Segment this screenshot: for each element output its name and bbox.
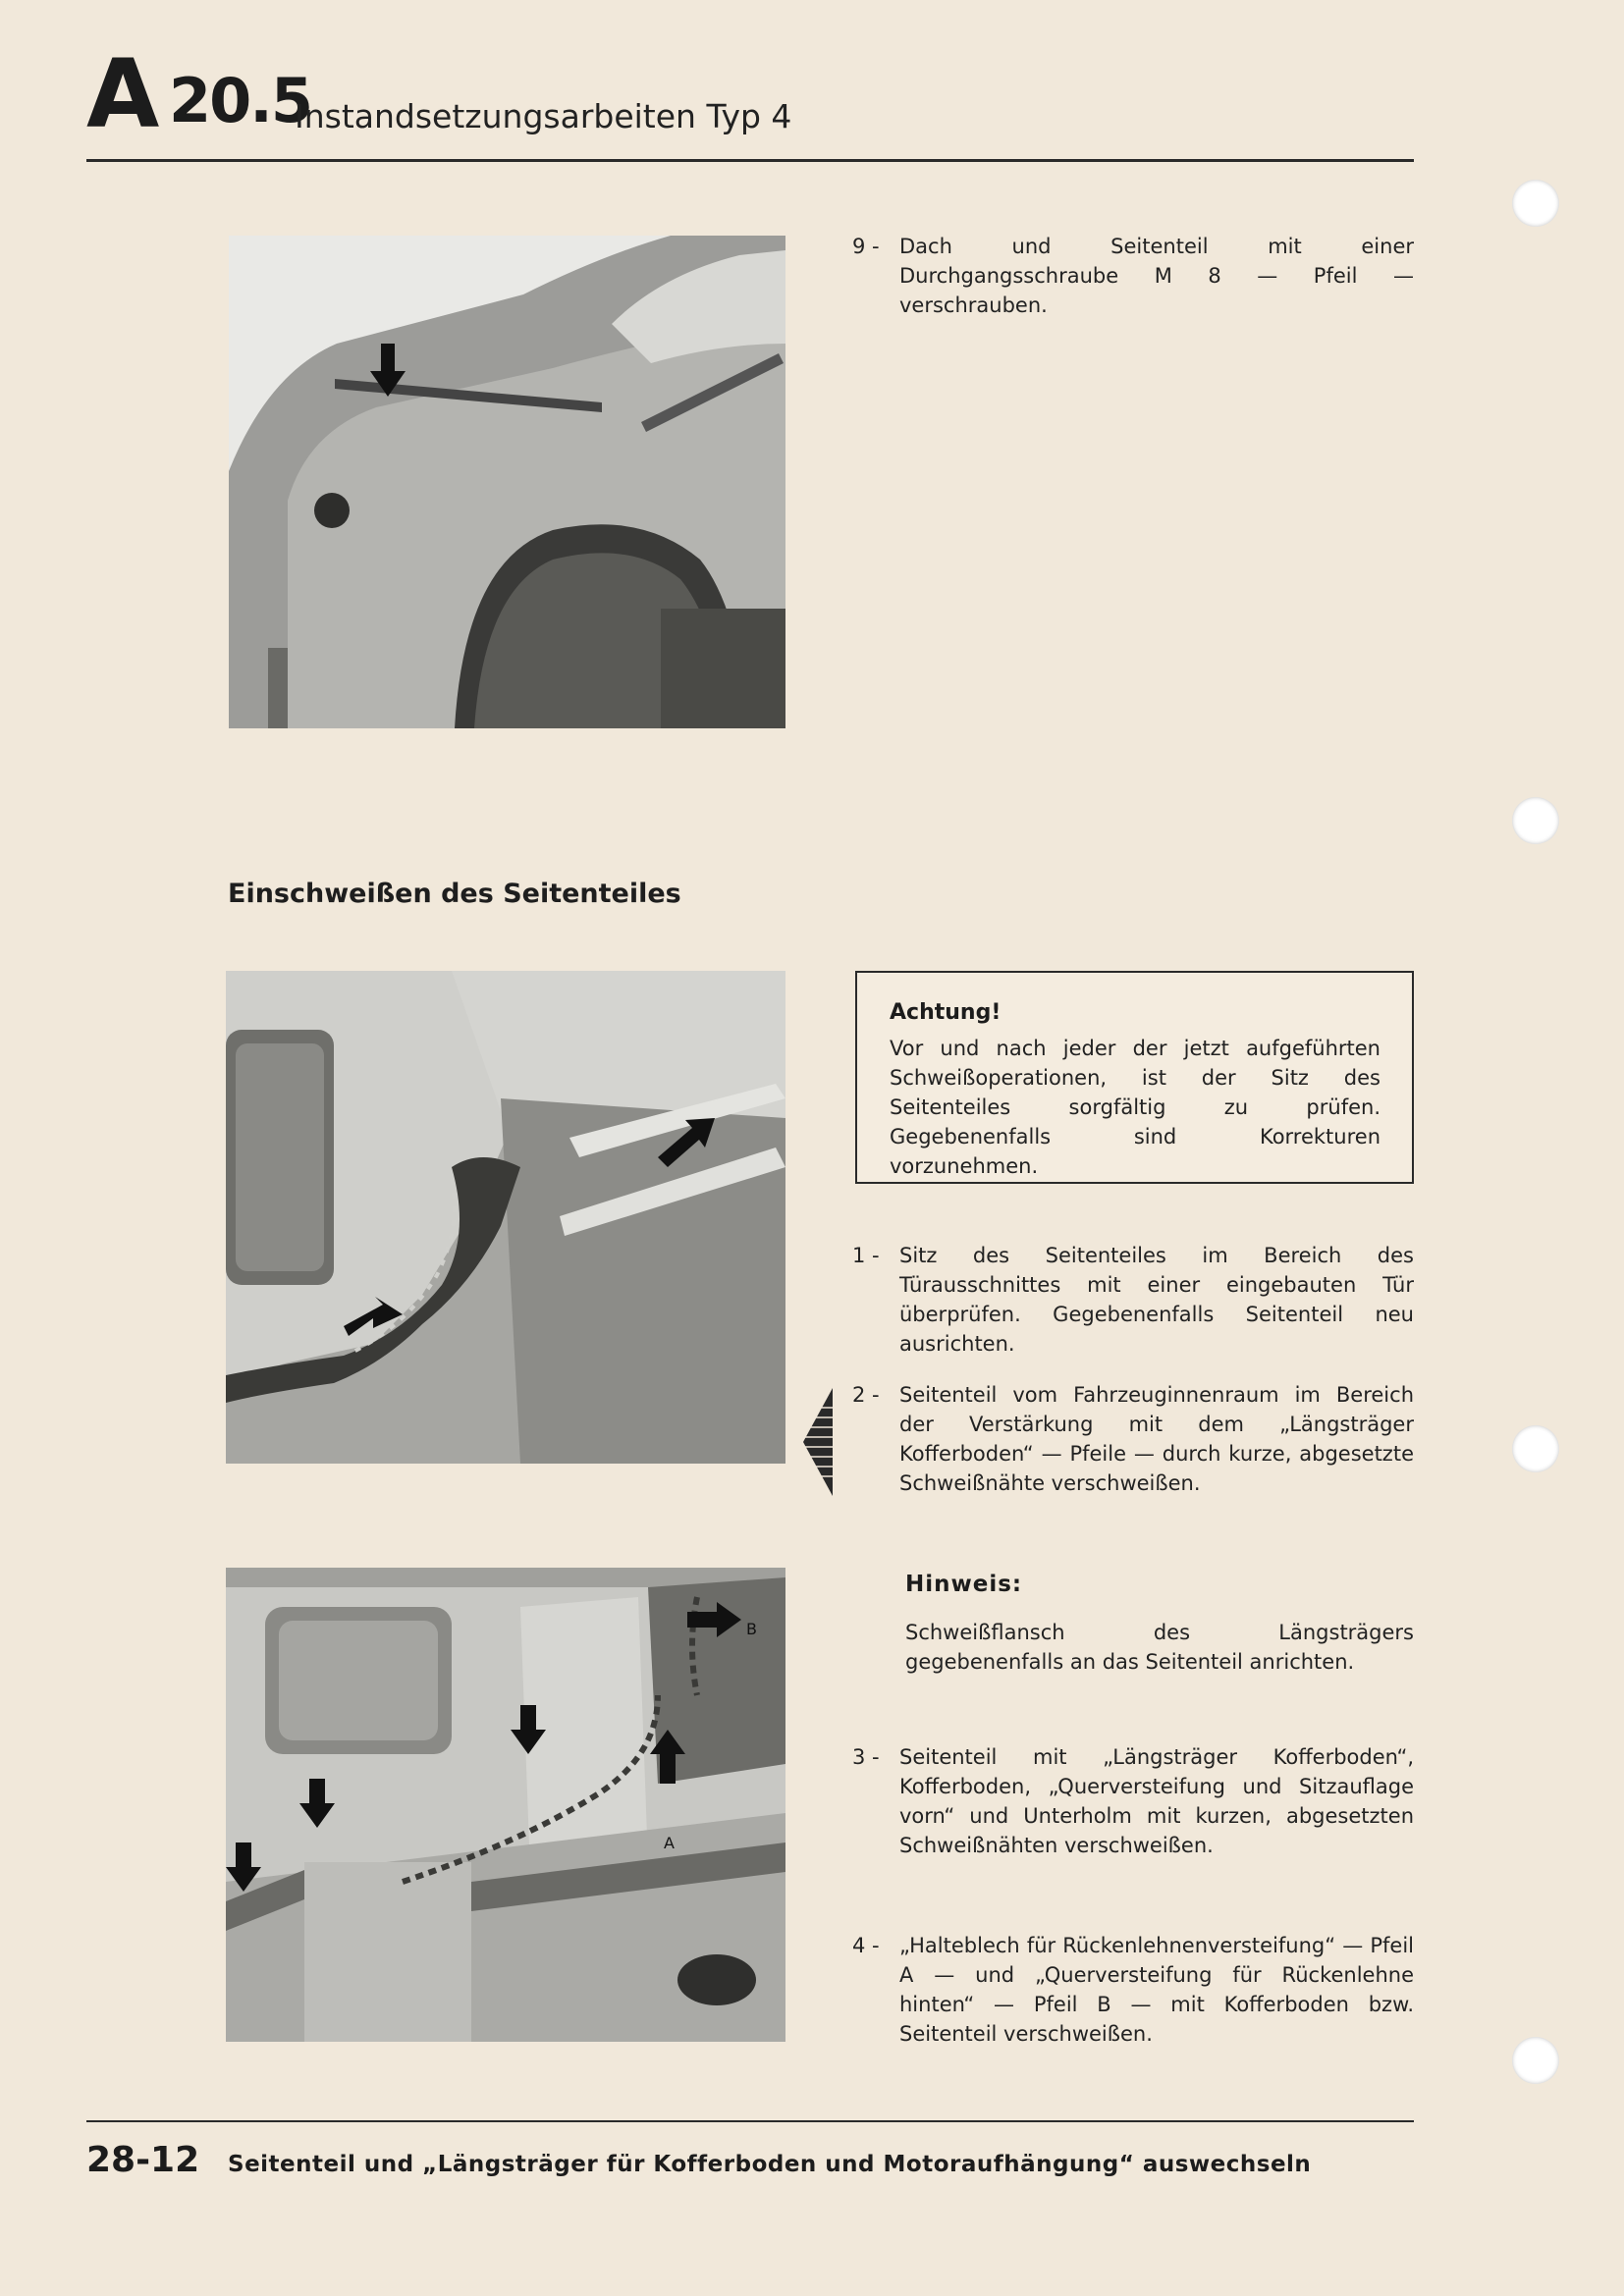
step-4 xyxy=(852,1931,1414,2051)
step-text: „Halteblech für Rückenlehnenversteifung“ — Pfeil A — und „Querversteifung für Rückenlehne hinten“ — Pfeil B — mit Kofferboden bzw. Seitenteil verschweißen. xyxy=(899,1934,1414,2046)
step-text: Seitenteil mit „Längsträger Kofferboden“, Kofferboden, „Querversteifung und Sitzauflage vorn“ und Unterholm mit kurzen, abgesetzten Schweißnähten verschweißen. xyxy=(899,1745,1414,1857)
photo-label-b: B xyxy=(746,1620,757,1638)
header-rule xyxy=(86,159,1414,162)
step-text: Seitenteil vom Fahrzeuginnenraum im Bereich der Verstärkung mit dem „Längsträger Kofferboden“ — Pfeile — durch kurze, abgesetzte Schweißnähte verschweißen. xyxy=(899,1383,1414,1495)
footer-title: Seitenteil und „Längsträger für Kofferboden und Motoraufhängung“ auswechseln xyxy=(228,2152,1312,2177)
step-text: Sitz des Seitenteiles im Bereich des Türausschnittes mit einer eingebauten Tür überprüfen. Gegebenenfalls Seitenteil neu ausrichten. xyxy=(899,1244,1414,1356)
step-number: 9 - xyxy=(852,235,880,258)
section-heading: Einschweißen des Seitenteiles xyxy=(228,879,681,909)
step-number: 3 - xyxy=(852,1745,880,1769)
punch-hole xyxy=(1512,180,1559,227)
step-1 xyxy=(852,1241,1414,1356)
photo-interior-weld xyxy=(226,971,785,1464)
section-number: 20.5 xyxy=(169,65,311,136)
photo-roof-side-panel xyxy=(229,236,785,728)
punch-hole xyxy=(1512,1425,1559,1472)
section-letter: A xyxy=(86,39,156,149)
punch-hole xyxy=(1512,2037,1559,2084)
page-number: 28-12 xyxy=(86,2140,200,2180)
pointer-left-icon xyxy=(803,1388,835,1496)
page-title: Instandsetzungsarbeiten Typ 4 xyxy=(295,97,792,135)
hinweis-text: Schweißflansch des Längsträgers gegebenenfalls an das Seitenteil anrichten. xyxy=(905,1621,1414,1674)
footer-rule xyxy=(86,2120,1414,2122)
step-3 xyxy=(852,1742,1414,1862)
attention-text: Vor und nach jeder der jetzt aufgeführten Schweißoperationen, ist der Sitz des Seitenteiles sorgfältig zu prüfen. Gegebenenfalls sind Korrekturen vorzunehmen. xyxy=(890,1037,1380,1178)
step-number: 2 - xyxy=(852,1383,880,1407)
step-text: Dach und Seitenteil mit einer Durchgangsschraube M 8 — Pfeil — verschrauben. xyxy=(899,235,1414,317)
attention-title: Achtung! xyxy=(890,1000,1001,1025)
hinweis-title: Hinweis: xyxy=(905,1572,1023,1597)
step-number: 4 - xyxy=(852,1934,880,1957)
attention-box xyxy=(855,971,1414,1184)
punch-hole xyxy=(1512,797,1559,844)
step-2 xyxy=(852,1380,1414,1500)
step-9 xyxy=(852,232,1414,317)
photo-label-a: A xyxy=(664,1834,675,1852)
photo-trunk-floor-weld xyxy=(226,1568,785,2042)
step-number: 1 - xyxy=(852,1244,880,1267)
